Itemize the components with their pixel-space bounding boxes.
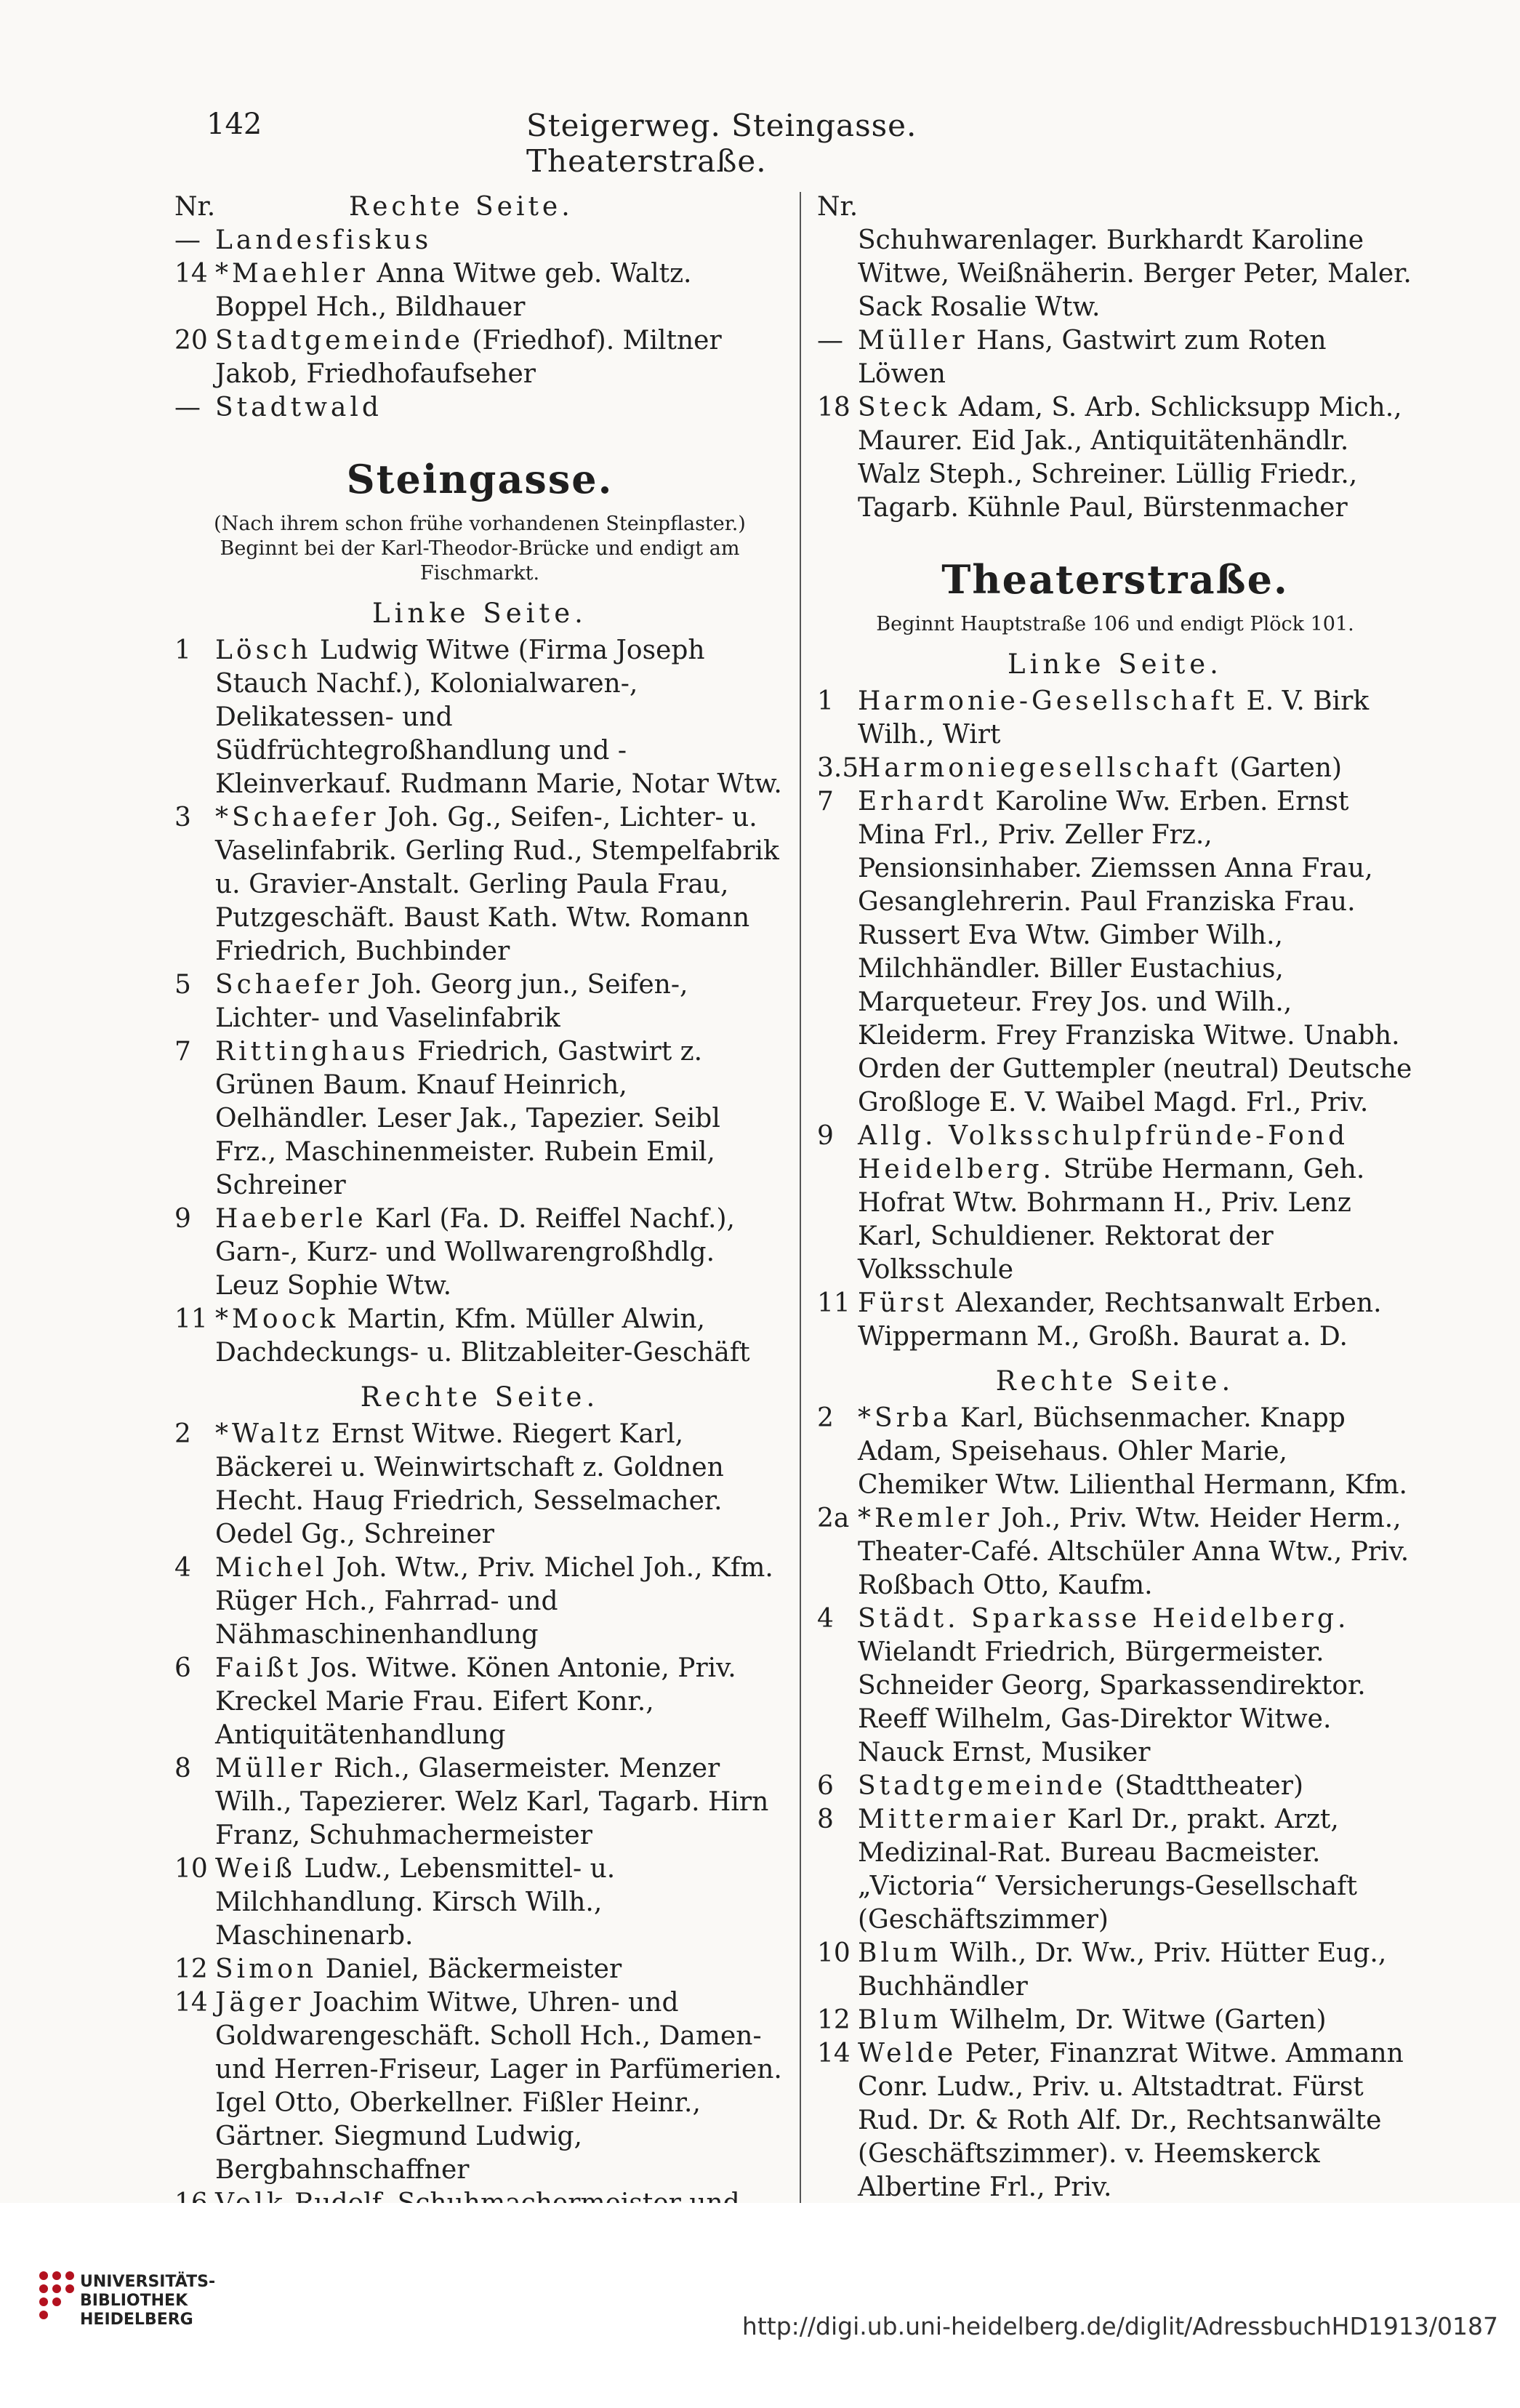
resident-name: Schaefer <box>215 970 363 1000</box>
entry-details: Hans, Gastwirt zum Roten Löwen <box>858 326 1327 389</box>
resident-name: *Schaefer <box>215 803 379 832</box>
address-entry <box>174 1303 785 1370</box>
entry-details: Joh., Priv. Wtw. Heider Herm., Theater-Café. Altschüler Anna Wtw., Priv. Roßbach Otto, Kaufm. <box>858 1504 1410 1600</box>
entry-details: Wilhelm, Dr. Witwe (Garten) <box>941 2005 1327 2035</box>
address-entry <box>817 391 1413 525</box>
resident-name: Haeberle <box>215 1204 367 1234</box>
entry-details: Adam, S. Arb. Schlicksupp Mich., Maurer. Eid Jak., Antiquitätenhändlr. Walz Steph., Schreiner. Lüllig Friedr., Tagarb. Kühnle Paul, Bürstenmacher <box>858 393 1402 523</box>
house-number: 6 <box>174 1653 191 1683</box>
address-entry <box>174 1953 785 1986</box>
entry-details: Peter, Finanzrat Witwe. Ammann Conr. Ludw., Priv. u. Altstadtrat. Fürst Rud. Dr. & Roth Alf. Dr., Rechtsanwälte (Geschäftszimmer). v. Heemskerck Albertine Frl., Priv. <box>858 2039 1404 2202</box>
entry-details: Wielandt Friedrich, Bürgermeister. Schneider Georg, Sparkassendirektor. Reeff Wilhelm, Gas-Direktor Witwe. Nauck Ernst, Musiker <box>858 1637 1366 1767</box>
address-entry <box>817 1602 1413 1770</box>
library-line: BIBLIOTHEK <box>80 2292 188 2310</box>
address-entry <box>817 1287 1413 1354</box>
resident-name: Stadtgemeinde <box>858 1771 1106 1801</box>
address-entry <box>174 1203 785 1303</box>
house-number: 8 <box>817 1805 834 1834</box>
house-number: 14 <box>174 259 208 289</box>
street-title-steingasse: Steingasse. <box>346 456 614 502</box>
page-number: 142 <box>206 108 262 141</box>
address-entry <box>174 1652 785 1752</box>
house-number: 14 <box>817 2039 851 2068</box>
address-entry <box>174 968 785 1035</box>
address-entry <box>174 634 785 801</box>
entry-details: Strübe Hermann, Geh. Hofrat Wtw. Bohrmann H., Priv. Lenz Karl, Schuldiener. Rektorat der Volksschule <box>858 1155 1365 1285</box>
address-entry <box>174 224 785 257</box>
resident-name: Landesfiskus <box>215 225 433 255</box>
resident-name: *Moock <box>215 1304 339 1334</box>
resident-name: Jäger <box>215 1988 305 2018</box>
resident-name: Faißt <box>215 1653 302 1683</box>
address-entry <box>817 1402 1413 1502</box>
house-number: — <box>174 225 201 255</box>
entry-details: (Garten) <box>1221 753 1343 783</box>
steigerweg-right-entries <box>174 224 785 425</box>
entry-details: Karl (Fa. D. Reiffel Nachf.), Garn-, Kurz- und Wollwarengroßhdlg. Leuz Sophie Wtw. <box>215 1204 735 1301</box>
address-entry <box>174 1418 785 1552</box>
resident-name: Erhardt <box>858 787 987 816</box>
entry-details: Joh. Wtw., Priv. Michel Joh., Kfm. Rüger Hch., Fahrrad- und Nähmaschinenhandlung <box>215 1553 773 1650</box>
library-name <box>80 2273 215 2329</box>
address-entry <box>817 2004 1413 2037</box>
resident-name: Lösch <box>215 635 312 665</box>
entry-details: Joachim Witwe, Uhren- und Goldwarengeschäft. Scholl Hch., Damen- und Herren-Friseur, Lager in Parfümerien. Igel Otto, Oberkellner. Fißler Heinr., Gärtner. Siegmund Ludwig, Bergbahnschaffner <box>215 1988 782 2185</box>
address-entry <box>174 1752 785 1853</box>
house-number: 18 <box>817 393 851 422</box>
street-title-theaterstrasse: Theaterstraße. <box>941 556 1289 603</box>
resident-name: Müller <box>858 326 968 356</box>
address-entry <box>174 1552 785 1652</box>
entry-details: Jos. Witwe. Könen Antonie, Priv. Kreckel Marie Frau. Eifert Konr., Antiquitätenhandlung <box>215 1653 736 1750</box>
house-number: 12 <box>817 2005 851 2035</box>
resident-name: Steck <box>858 393 951 422</box>
house-number: 2 <box>174 1419 191 1449</box>
house-number: 9 <box>174 1204 191 1234</box>
address-entry <box>817 785 1413 1120</box>
library-line: UNIVERSITÄTS- <box>80 2273 216 2291</box>
resident-name: Harmonie-Gesellschaft <box>858 686 1238 716</box>
library-line: HEIDELBERG <box>80 2311 193 2329</box>
resident-name: *Maehler <box>215 259 369 289</box>
address-entry <box>174 324 785 391</box>
resident-name: Städt. Sparkasse Heidelberg. <box>858 1604 1350 1634</box>
resident-name: Harmoniegesellschaft <box>858 753 1222 783</box>
resident-name: Stadtwald <box>215 393 382 422</box>
nr-label: Nr. <box>817 192 858 222</box>
section-heading: Rechte Seite. <box>360 1381 600 1413</box>
section-heading: Linke Seite. <box>1008 649 1223 680</box>
entry-details: Friedrich, Gastwirt z. Grünen Baum. Knauf Heinrich, Oelhändler. Leser Jak., Tapezier. Seibl Frz., Maschinenmeister. Rubein Emil, Schreiner <box>215 1037 720 1200</box>
address-entry <box>817 1937 1413 2004</box>
section-heading: Linke Seite. <box>372 598 587 629</box>
resident-name: Stadtgemeinde <box>215 326 464 356</box>
house-number: 7 <box>817 787 834 816</box>
house-number: 3 <box>174 803 191 832</box>
resident-name: *Waltz <box>215 1419 323 1449</box>
section-heading: Rechte Seite. <box>995 1365 1235 1397</box>
resident-name: Welde <box>858 2039 957 2068</box>
address-entry <box>817 1120 1413 1287</box>
entry-details: Schuhwarenlager. Burkhardt Karoline Witwe, Weißnäherin. Berger Peter, Maler. Sack Rosalie Wtw. <box>858 225 1412 322</box>
house-number: — <box>174 393 201 422</box>
resident-name: Blum <box>858 1938 942 1968</box>
footer <box>0 2203 1520 2408</box>
left-column <box>174 190 785 2220</box>
house-number: 10 <box>817 1938 851 1968</box>
entry-details: Martin, Kfm. Müller Alwin, Dachdeckungs- u. Blitzableiter-Geschäft <box>215 1304 750 1368</box>
house-number: 11 <box>817 1288 851 1318</box>
entry-details: Karl Dr., prakt. Arzt, Medizinal-Rat. Bureau Bacmeister. „Victoria“ Versicherungs-Gesellschaft (Geschäftszimmer) <box>858 1805 1357 1935</box>
entry-details: Joh. Georg jun., Seifen-, Lichter- und Vaselinfabrik <box>215 970 688 1033</box>
house-number: 4 <box>817 1604 834 1634</box>
address-entry <box>174 257 785 324</box>
street-note: (Nach ihrem schon frühe vorhandenen Steinpflaster.) Beginnt bei der Karl-Theodor-Brücke und endigt am Fischmarkt. <box>214 513 746 585</box>
house-number: 9 <box>817 1121 834 1151</box>
nr-label: Nr. <box>174 192 216 222</box>
house-number: 6 <box>817 1771 834 1801</box>
steingasse-right-entries <box>174 1418 785 2220</box>
house-number: 14 <box>174 1988 208 2018</box>
resident-name: Weiß <box>215 1854 296 1884</box>
address-entry <box>174 801 785 968</box>
house-number: 1 <box>817 686 834 716</box>
house-number: 1 <box>174 635 191 665</box>
resident-name: Michel <box>215 1553 328 1583</box>
entry-details: Alexander, Rechtsanwalt Erben. Wippermann M., Großh. Baurat a. D. <box>858 1288 1382 1352</box>
resident-name: Rittinghaus <box>215 1037 409 1067</box>
address-entry <box>174 1035 785 1203</box>
address-entry <box>817 1502 1413 1602</box>
steingasse-left-entries <box>174 634 785 1370</box>
house-number: 11 <box>174 1304 208 1334</box>
resident-name: Müller <box>215 1754 326 1783</box>
running-title: Steigerweg. Steingasse. Theaterstraße. <box>526 108 917 179</box>
resident-name: Allg. Volksschulpfründe-Fond Heidelberg. <box>858 1121 1349 1184</box>
house-number: 7 <box>174 1037 191 1067</box>
resident-name: Blum <box>858 2005 942 2035</box>
entry-details: (Friedhof). Miltner Jakob, Friedhofaufseher <box>215 326 722 389</box>
house-number: 10 <box>174 1854 208 1884</box>
house-number: 20 <box>174 326 208 356</box>
entry-details: (Stadttheater) <box>1106 1771 1303 1801</box>
page-header <box>206 108 1101 179</box>
entry-details: Ludwig Witwe (Firma Joseph Stauch Nachf.), Kolonialwaren-, Delikatessen- und Südfrüchtegroßhandlung und -Kleinverkauf. Rudmann Marie, Notar Wtw. <box>215 635 782 799</box>
resident-name: *Srba <box>858 1403 952 1433</box>
nr-header <box>174 190 785 224</box>
entry-details: Ernst Witwe. Riegert Karl, Bäckerei u. Weinwirtschaft z. Goldnen Hecht. Haug Friedrich, Sesselmacher. Oedel Gg., Schreiner <box>215 1419 724 1549</box>
entry-details: E. V. Birk Wilh., Wirt <box>858 686 1370 750</box>
address-entry <box>174 391 785 425</box>
source-url[interactable]: http://digi.ub.uni-heidelberg.de/diglit/AdressbuchHD1913/0187 <box>741 2312 1498 2340</box>
address-entry <box>174 1853 785 1953</box>
house-number: 5 <box>174 970 191 1000</box>
section-heading: Rechte Seite. <box>349 192 574 222</box>
address-entry <box>817 752 1413 785</box>
resident-name: Simon <box>215 1954 318 1984</box>
house-number: 4 <box>174 1553 191 1583</box>
entry-details: Joh. Gg., Seifen-, Lichter- u. Vaselinfabrik. Gerling Rud., Stempelfabrik u. Gravier-Anstalt. Gerling Paula Frau, Putzgeschäft. Baust Kath. Wtw. Romann Friedrich, Buchbinder <box>215 803 779 966</box>
resident-name: *Remler <box>858 1504 993 1533</box>
address-entry <box>817 2037 1413 2204</box>
entry-details: Karoline Ww. Erben. Ernst Mina Frl., Priv. Zeller Frz., Pensionsinhaber. Ziemssen Anna Frau, Gesanglehrerin. Paul Franziska Frau. Russert Eva Wtw. Gimber Wilh., Milchhändler. Biller Eustachius, Marqueteur. Frey Jos. und Wilh., Kleiderm. Frey Franziska Witwe. Unabh. Orden der Guttempler (neutral) Deutsche Großloge E. V. Waibel Magd. Frl., Priv. <box>858 787 1412 1117</box>
resident-name: Mittermaier <box>858 1805 1059 1834</box>
house-number: — <box>817 326 843 356</box>
entry-details: Wilh., Dr. Ww., Priv. Hütter Eug., Buchhändler <box>858 1938 1387 2002</box>
resident-name: Fürst <box>858 1288 948 1318</box>
house-number: 3.5 <box>817 753 859 783</box>
address-entry <box>817 1803 1413 1937</box>
house-number: 2 <box>817 1403 834 1433</box>
steingasse-cont-entries <box>817 224 1413 525</box>
theater-left-entries <box>817 685 1413 1354</box>
house-number: 2a <box>817 1504 850 1533</box>
entry-details: Daniel, Bäckermeister <box>317 1954 622 1984</box>
entry-details: Rich., Glasermeister. Menzer Wilh., Tapezierer. Welz Karl, Tagarb. Hirn Franz, Schuhmachermeister <box>215 1754 769 1850</box>
street-note: Beginnt Hauptstraße 106 und endigt Plöck 101. <box>876 613 1354 635</box>
address-entry <box>817 1770 1413 1803</box>
entry-details: Ludw., Lebensmittel- u. Milchhandlung. Kirsch Wilh., Maschinenarb. <box>215 1854 616 1951</box>
address-entry <box>817 224 1413 324</box>
address-entry <box>817 324 1413 391</box>
entry-details: Anna Witwe geb. Waltz. Boppel Hch., Bildhauer <box>215 259 692 322</box>
house-number: 12 <box>174 1954 208 1984</box>
entry-details: Karl, Büchsenmacher. Knapp Adam, Speisehaus. Ohler Marie, Chemiker Wtw. Lilienthal Hermann, Kfm. <box>858 1403 1407 1500</box>
right-column <box>817 190 1413 2204</box>
address-entry <box>174 1986 785 2187</box>
address-entry <box>817 685 1413 752</box>
column-divider <box>800 192 801 2228</box>
theater-right-entries <box>817 1402 1413 2204</box>
house-number: 8 <box>174 1754 191 1783</box>
